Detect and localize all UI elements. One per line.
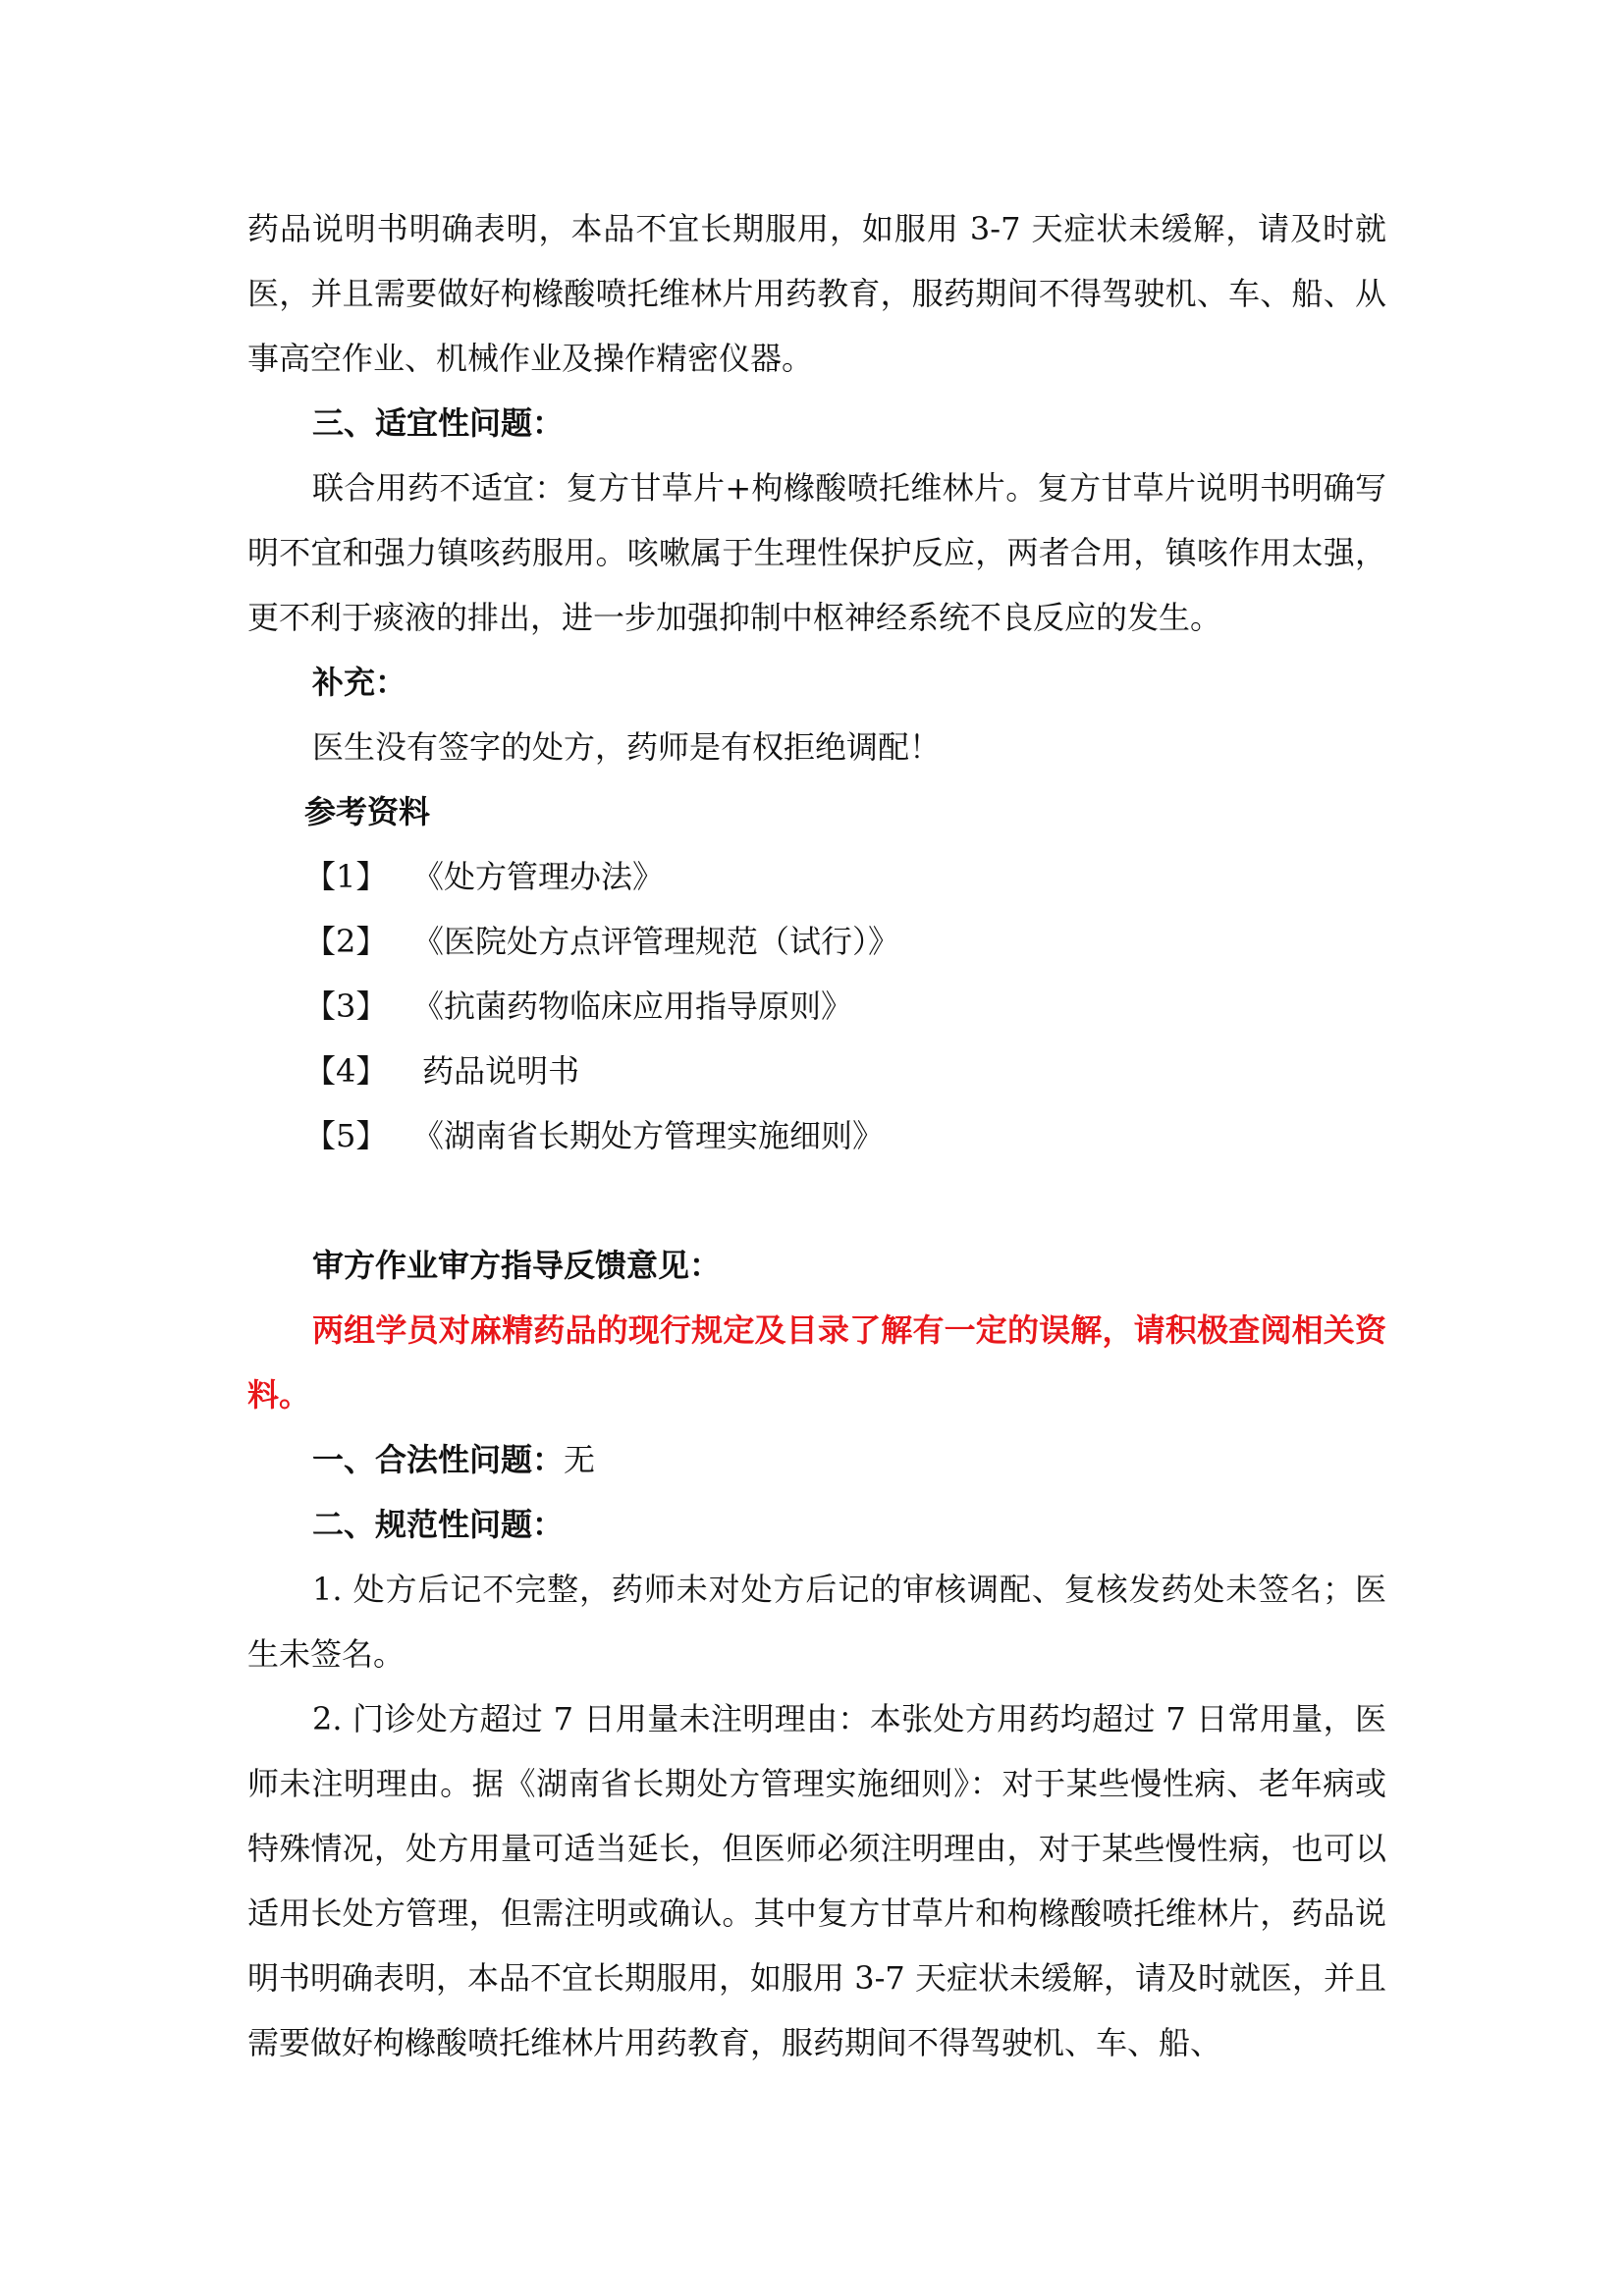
feedback-warning: 两组学员对麻精药品的现行规定及目录了解有一定的误解，请积极查阅相关资料。 [247,1311,1386,1414]
norm-item-1: 1. 处方后记不完整，药师未对处方后记的审核调配、复核发药处未签名；医生未签名。 [247,1571,1386,1673]
legality-value: 无 [564,1441,596,1478]
reference-item [247,974,1386,1039]
section-spacer [247,1168,1386,1233]
supplement-heading: 补充： [312,664,407,701]
norm-heading: 二、规范性问题： [312,1506,565,1543]
document-page [247,196,1386,2075]
reference-number: 【3】 [304,988,388,1025]
reference-item [247,909,1386,974]
feedback-heading: 审方作业审方指导反馈意见： [312,1247,722,1284]
suitability-paragraph: 联合用药不适宜：复方甘草片+枸橼酸喷托维林片。复方甘草片说明书明确写明不宜和强力镇咳药服用。咳嗽属于生理性保护反应，两者合用，镇咳作用太强，更不利于痰液的排出，进一步加强抑制中枢神经系统不良反应的发生。 [247,469,1386,636]
reference-item [247,844,1386,909]
norm-item-2: 2. 门诊处方超过 7 日用量未注明理由：本张处方用药均超过 7 日常用量，医师未注明理由。据《湖南省长期处方管理实施细则》：对于某些慢性病、老年病或特殊情况，处方用量可适当延长，但医师必须注明理由，对于某些慢性病，也可以适用长处方管理，但需注明或确认。其中复方甘草片和枸橼酸喷托维林片，药品说明书明确表明，本品不宜长期服用，如服用 3-7 天症状未缓解，请及时就医，并且需要做好枸橼酸喷托维林片用药教育，服药期间不得驾驶机、车、船、 [247,1700,1386,2061]
section-heading-suitability: 三、适宜性问题： [312,404,565,442]
reference-item [247,1103,1386,1168]
continuation-paragraph: 药品说明书明确表明，本品不宜长期服用，如服用 3-7 天症状未缓解，请及时就医，并且需要做好枸橼酸喷托维林片用药教育，服药期间不得驾驶机、车、船、从事高空作业、机械作业及操作精密仪器。 [247,210,1386,377]
reference-item [247,1039,1386,1103]
reference-title: 《处方管理办法》 [412,858,665,895]
reference-title: 《抗菌药物临床应用指导原则》 [412,988,853,1025]
supplement-paragraph: 医生没有签字的处方，药师是有权拒绝调配！ [312,728,942,766]
reference-number: 【1】 [304,858,388,895]
references-list [247,844,1386,1168]
reference-number: 【4】 [304,1052,388,1090]
reference-number: 【2】 [304,923,388,960]
reference-title: 《医院处方点评管理规范（试行）》 [412,923,900,960]
reference-title: 药品说明书 [412,1052,580,1090]
reference-number: 【5】 [304,1117,388,1154]
references-heading: 参考资料 [304,793,431,830]
legality-label: 一、合法性问题： [312,1441,565,1478]
legality-line [247,1427,1386,1492]
reference-title: 《湖南省长期处方管理实施细则》 [412,1117,885,1154]
